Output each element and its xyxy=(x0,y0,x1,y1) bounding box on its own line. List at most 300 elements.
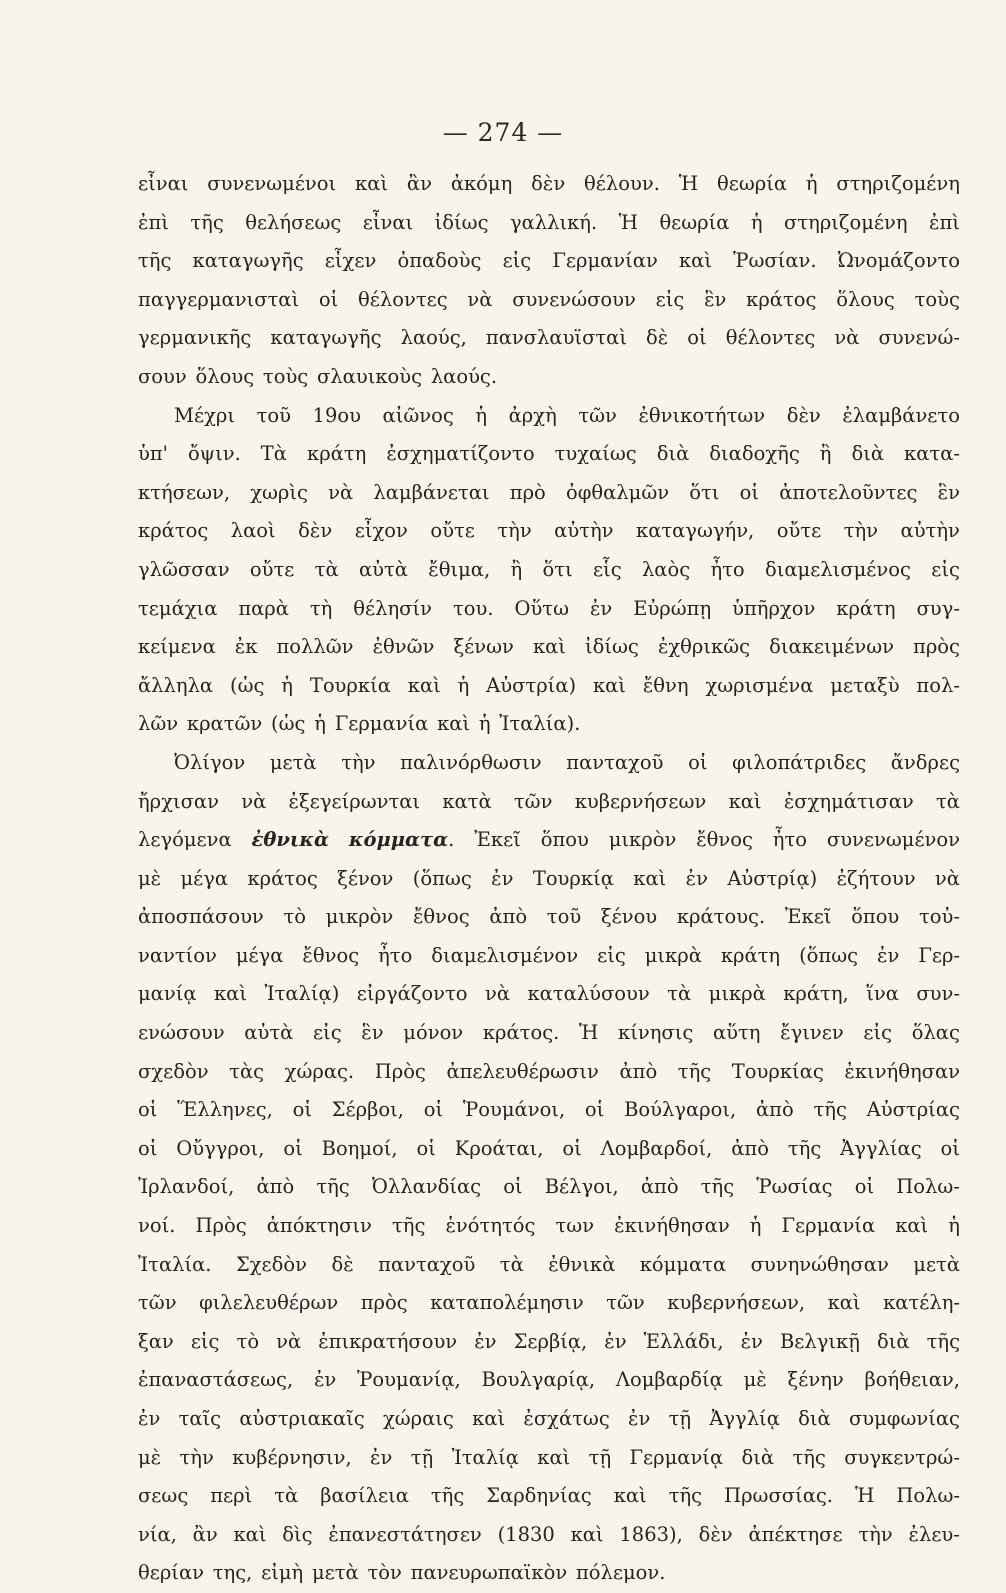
word: οἱ xyxy=(688,750,708,774)
word: ἀποσπάσουν xyxy=(138,905,264,929)
text-line xyxy=(138,1168,960,1207)
word: παγγερμανισταὶ xyxy=(138,287,300,311)
word: κράτος xyxy=(746,287,817,311)
word: Σερβίᾳ, xyxy=(513,1329,588,1353)
word: τὴν xyxy=(843,519,879,543)
word: λαούς. xyxy=(430,364,498,388)
word xyxy=(349,821,455,860)
word: μετὰ xyxy=(269,750,317,774)
text-line xyxy=(138,397,960,436)
word: θεωρία xyxy=(659,210,730,234)
word: ἡ xyxy=(749,1214,762,1238)
word: μὲ xyxy=(138,1445,162,1469)
text-line xyxy=(138,435,960,474)
word: τὴν xyxy=(341,750,376,774)
body-text xyxy=(138,165,960,1593)
word: οἱ xyxy=(739,480,760,504)
word: διαμελισμένος xyxy=(764,557,911,581)
word: Ὀλίγον xyxy=(174,750,246,774)
word: οἱ xyxy=(138,1136,158,1160)
word: εἰς xyxy=(502,249,532,273)
word: νὰ xyxy=(484,982,511,1006)
word: τῆς xyxy=(190,210,224,234)
word: Γερμανίᾳ xyxy=(629,1445,724,1469)
word: ἐκινήθησαν xyxy=(844,1059,960,1083)
word: σουν xyxy=(138,364,187,388)
word: ἐν xyxy=(370,1445,393,1469)
word: ἀπὸ xyxy=(756,1098,794,1122)
word: ἰδίως xyxy=(434,210,489,234)
word: περὶ xyxy=(210,1484,253,1508)
word: Ἑλλάδι, xyxy=(643,1329,724,1353)
word: ὑπῆρχον xyxy=(732,596,816,620)
word: στηριζομένη xyxy=(836,172,960,195)
word: κράτη xyxy=(307,442,367,466)
word: τῆς xyxy=(677,1059,712,1083)
word: ἄνδρες xyxy=(890,750,960,774)
word: κρατῶν xyxy=(186,712,263,736)
word: τὰ xyxy=(314,557,339,581)
word: σλαυικοὺς xyxy=(317,364,423,388)
word: γλῶσσαν xyxy=(138,557,230,581)
punctuation: . xyxy=(448,828,455,852)
word: θέλουν. xyxy=(584,172,660,195)
text-line xyxy=(138,1400,960,1439)
word: Πρὸς xyxy=(195,1214,247,1238)
word: διὰ xyxy=(851,442,885,466)
word: καταγωγῆς xyxy=(270,326,382,350)
word: ἐν xyxy=(589,596,613,620)
text-line xyxy=(138,512,960,551)
word: θέλησίν xyxy=(353,596,432,620)
word: μὲ xyxy=(138,866,162,890)
word: βοήθειαν, xyxy=(864,1368,960,1392)
word: οἱ xyxy=(562,1136,582,1160)
word: ἀπελευθέρωσιν xyxy=(446,1059,599,1083)
word: ἰδίως xyxy=(585,635,639,659)
word: εἰργάζοντο xyxy=(356,982,468,1006)
word: εἰς xyxy=(931,557,960,581)
word: τῆς xyxy=(792,1445,826,1469)
word: (ὡς xyxy=(271,712,306,736)
word: ἔγινεν xyxy=(780,1021,844,1045)
word: Γερμανία xyxy=(781,1214,876,1238)
word: δὲν xyxy=(298,519,333,543)
word: ἦτο xyxy=(710,557,745,581)
word: (ὅπως xyxy=(799,943,859,967)
word: μέγα xyxy=(180,866,229,890)
word: νία, xyxy=(138,1522,177,1546)
word: Λομβαρδοί, xyxy=(600,1136,713,1160)
word: Βοημοί, xyxy=(321,1136,398,1160)
word: Ἰρλανδοί, xyxy=(138,1175,235,1199)
word: οὔτε xyxy=(249,557,295,581)
word: ἐλευ- xyxy=(908,1522,960,1546)
word: αὐτὰ xyxy=(358,557,408,581)
word: τὴ xyxy=(309,596,333,620)
text-line xyxy=(138,860,960,899)
word: Λομβαρδίᾳ xyxy=(615,1368,723,1392)
word: Τουρκία xyxy=(309,673,391,697)
word: δὲ xyxy=(646,326,669,350)
word: συνενώσουν xyxy=(512,287,636,311)
word: ὑπ' xyxy=(138,442,169,466)
word: ἐκ xyxy=(234,635,258,659)
word: ἀποτελοῦντες xyxy=(779,480,918,504)
text-line xyxy=(138,898,960,937)
word: Ἡ xyxy=(678,172,699,195)
word: λαούς, xyxy=(400,326,467,350)
word: 1863), xyxy=(619,1522,683,1546)
word: ἀπόκτησιν xyxy=(266,1214,372,1238)
word: ἡ xyxy=(805,172,818,195)
word: συν- xyxy=(916,982,960,1006)
word: Ἡ xyxy=(578,1021,599,1045)
word: ὀπαδοὺς xyxy=(397,249,482,273)
word: ἡ xyxy=(750,210,763,234)
word: ἔθνος xyxy=(302,943,360,967)
word: νὰ xyxy=(328,480,354,504)
word: ἐκινήθησαν xyxy=(614,1214,730,1238)
word: Σαρδηνίας xyxy=(486,1484,592,1508)
word: αὕτη xyxy=(712,1021,761,1045)
word: μανίᾳ xyxy=(138,982,197,1006)
word: τῶν xyxy=(606,1291,645,1315)
word: μικρὸν xyxy=(325,905,394,929)
word: ἔθνος xyxy=(696,828,753,852)
word: ἐν xyxy=(491,866,514,890)
word: Ῥουμανίᾳ, xyxy=(357,1368,461,1392)
word: λαὸς xyxy=(641,557,691,581)
text-line xyxy=(138,165,960,204)
word: διὰ xyxy=(876,1329,910,1353)
word: ἐπὶ xyxy=(138,210,169,234)
text-line xyxy=(138,1477,960,1516)
word: ἐθνικοτήτων xyxy=(638,403,766,427)
word: Σέρβοι, xyxy=(331,1098,404,1122)
text-line xyxy=(138,319,960,358)
word: θερίαν xyxy=(138,1561,204,1585)
word: ἐξεγείρωνται xyxy=(288,789,421,813)
text-line xyxy=(138,1554,960,1593)
word: διὰ xyxy=(798,1407,831,1430)
word: συμφωνίας xyxy=(848,1407,960,1430)
word: ἀπὸ xyxy=(256,1175,295,1199)
word: ἡ xyxy=(475,403,488,427)
word: εἶναι xyxy=(362,210,414,234)
word: συγκεντρώ- xyxy=(844,1445,960,1469)
word: συγ- xyxy=(916,596,960,620)
word: διαμελισμένον xyxy=(431,943,579,967)
text-line xyxy=(138,281,960,320)
word: πολλῶν xyxy=(276,635,354,659)
word: ἦτο xyxy=(378,943,413,967)
word: εἰς xyxy=(655,287,685,311)
word: ἢ xyxy=(510,557,523,581)
word: τὸν xyxy=(367,1561,402,1585)
word: ἐν xyxy=(877,943,900,967)
word: θεωρία xyxy=(716,172,788,195)
word: πανσλαυϊσταὶ xyxy=(485,326,627,350)
word: οἱ xyxy=(283,1136,303,1160)
word: καὶ xyxy=(613,1484,647,1508)
word: κράτος xyxy=(247,866,318,890)
word: ἐν xyxy=(313,1368,337,1392)
text-line xyxy=(138,204,960,243)
word: καὶ xyxy=(827,1291,861,1315)
word: καταπολέμησιν xyxy=(430,1291,584,1315)
word: αὐτὰ xyxy=(244,1021,294,1045)
word: τὸ xyxy=(283,905,306,929)
word: Σχεδὸν xyxy=(235,1252,307,1276)
word: τὰ xyxy=(499,1252,524,1276)
word: αὐστριακαῖς xyxy=(239,1407,365,1430)
word: τὰ xyxy=(667,982,692,1006)
word: μετὰ xyxy=(311,1561,359,1585)
word: κίνησις xyxy=(618,1021,694,1045)
word: ἐζήτουν xyxy=(836,866,916,890)
word: του. xyxy=(452,596,494,620)
text-line xyxy=(138,1014,960,1053)
word: Αὐστρία) xyxy=(486,673,577,697)
text-line xyxy=(138,1439,960,1478)
word: τῆς xyxy=(316,1175,350,1199)
word: μεταξὺ xyxy=(830,673,900,697)
word: τῆς xyxy=(813,1098,847,1122)
word: πρὸς xyxy=(360,1291,408,1315)
text-line xyxy=(138,821,960,860)
word: ἡ xyxy=(314,712,326,736)
word: ἐν xyxy=(685,866,708,890)
word: κράτη, xyxy=(783,982,849,1006)
word: καὶ xyxy=(213,982,247,1006)
word: φιλοπάτριδες xyxy=(732,750,867,774)
word: χώραις xyxy=(382,1407,454,1430)
word: κατα- xyxy=(904,442,960,466)
text-line xyxy=(138,1130,960,1169)
word: κράτος xyxy=(138,519,209,543)
word: ἀπὸ xyxy=(640,1175,679,1199)
word: νὰ xyxy=(241,789,267,813)
word: (ὡς xyxy=(229,673,265,697)
word: μικρὰ xyxy=(644,943,702,967)
word: ἐλαμβάνετο xyxy=(842,403,960,427)
word: ξένων xyxy=(453,635,514,659)
word: αὐτὴν xyxy=(900,519,960,543)
word: κόμματα xyxy=(348,828,449,852)
word: εἰς xyxy=(312,1021,342,1045)
word: κατὰ xyxy=(442,789,492,813)
text-line xyxy=(138,975,960,1014)
word: ἀπὸ xyxy=(489,905,528,929)
word: Γερ- xyxy=(918,943,960,967)
word: χώρας. xyxy=(284,1059,355,1083)
word: τοὺς xyxy=(914,287,960,311)
word: θέλοντες xyxy=(358,287,448,311)
word: τὴν xyxy=(497,519,532,543)
word: τοῦ xyxy=(256,403,291,427)
word: πόλεμον. xyxy=(575,1561,666,1585)
word: Ἕλληνες, xyxy=(177,1098,273,1122)
word: ὀφθαλμῶν xyxy=(565,480,670,504)
word: οἱ xyxy=(940,1136,960,1160)
word: ἐν xyxy=(138,1407,161,1430)
word: πανευρωπαϊκὸν xyxy=(410,1561,568,1585)
word: οὔτε xyxy=(776,519,822,543)
word: Πολω- xyxy=(896,1484,960,1508)
word: πολ- xyxy=(916,673,960,697)
word: ναντίον xyxy=(138,943,217,967)
word: ἄλληλα xyxy=(138,673,214,697)
text-line xyxy=(138,1284,960,1323)
word: εἶχον xyxy=(354,519,408,543)
word: Ἰταλίᾳ) xyxy=(264,982,340,1006)
word: ξένον xyxy=(337,866,394,890)
word: λαμβάνεται xyxy=(373,480,490,504)
word: ἐν xyxy=(604,1329,627,1353)
word: ἐν xyxy=(740,1329,763,1353)
word: εἰς xyxy=(863,1021,893,1045)
word: καὶ xyxy=(592,673,626,697)
word: πανταχοῦ xyxy=(378,1252,476,1276)
word: ἓν xyxy=(361,1021,384,1045)
word: ἤρχισαν xyxy=(138,789,219,813)
word: δὲν xyxy=(786,403,821,427)
word: καταγωγῆς xyxy=(192,249,304,273)
word: παλινόρθωσιν xyxy=(400,750,542,774)
word: κτήσεων, xyxy=(138,480,231,504)
word: ὅπου xyxy=(540,828,589,852)
word: ἐπικρατήσουν xyxy=(318,1329,458,1353)
word: λῶν xyxy=(138,712,179,736)
word: (ὅπως xyxy=(412,866,472,890)
text-line xyxy=(138,628,960,667)
word: καὶ xyxy=(472,1407,506,1430)
word: Ὀλλανδίας xyxy=(371,1175,482,1199)
word: Γερμανία xyxy=(334,712,429,736)
word: τὰ xyxy=(936,789,960,813)
text-line xyxy=(138,590,960,629)
word: ἢ xyxy=(819,442,832,466)
word: των xyxy=(555,1214,595,1238)
text-line xyxy=(138,474,960,513)
text-line xyxy=(138,1361,960,1400)
word: κείμενα xyxy=(138,635,216,659)
text-line xyxy=(138,1323,960,1362)
word: Ἐκεῖ xyxy=(474,828,521,852)
word: καὶ xyxy=(895,1214,929,1238)
word: τοὐ- xyxy=(918,905,960,929)
word: ἓν xyxy=(937,480,960,504)
text-line xyxy=(138,937,960,976)
word: ὅτι xyxy=(542,557,573,581)
text-line xyxy=(138,1516,960,1555)
word: ἂν xyxy=(192,1522,218,1546)
word: Κροάται, xyxy=(454,1136,544,1160)
word: αὐτὴν xyxy=(554,519,614,543)
word: εἶναι xyxy=(138,172,189,195)
word: ξένην xyxy=(787,1368,844,1392)
word: βασίλεια xyxy=(320,1484,409,1508)
word: της, xyxy=(212,1561,253,1585)
word: χωρισμένα xyxy=(705,673,814,697)
word: μόνον xyxy=(403,1021,464,1045)
word: Ἡ xyxy=(855,1484,875,1508)
text-line xyxy=(138,1091,960,1130)
word: Αὐστρίᾳ) xyxy=(727,866,818,890)
text-line xyxy=(138,783,960,822)
word: ἐπὶ xyxy=(928,210,960,234)
word: τῶν xyxy=(138,1291,177,1315)
word: λεγόμενα xyxy=(138,828,232,852)
word: ἡ xyxy=(457,673,470,697)
word: οἱ xyxy=(318,287,339,311)
word: καὶ xyxy=(570,1522,604,1546)
word: τοῦ xyxy=(546,905,582,929)
word: καὶ xyxy=(537,1445,571,1469)
word: εἷς xyxy=(592,557,622,581)
text-line xyxy=(138,242,960,281)
word: νὰ xyxy=(276,1329,302,1353)
word: ἔθνος xyxy=(412,905,470,929)
word: Εὐρώπῃ xyxy=(633,596,712,620)
word: εἰς xyxy=(597,943,626,967)
word: Τὰ xyxy=(260,442,287,466)
word: οἱ xyxy=(584,1098,605,1122)
word: οἱ xyxy=(292,1098,312,1122)
word: τῆς xyxy=(391,1214,426,1238)
word: τὰ xyxy=(274,1484,299,1508)
word: Οὔγγροι, xyxy=(176,1136,265,1160)
word: τὰς xyxy=(229,1059,265,1083)
word: κράτους. xyxy=(676,905,766,929)
word: Ἡ xyxy=(618,210,638,234)
word: τῇ xyxy=(588,1445,612,1469)
word: οὔτε xyxy=(430,519,475,543)
word: τῶν xyxy=(513,789,553,813)
word: εἰμὴ xyxy=(261,1561,304,1585)
word: διὰ xyxy=(741,1445,775,1469)
word: Πρωσσίας. xyxy=(724,1484,834,1508)
word: ἔθνη xyxy=(642,673,689,697)
word: διαδοχῆς xyxy=(709,442,800,466)
word: καὶ xyxy=(437,712,471,736)
word: στηριζομένη xyxy=(784,210,908,234)
word: κατέλη- xyxy=(883,1291,960,1315)
word: ἐν xyxy=(474,1329,497,1353)
word: γαλλική. xyxy=(509,210,598,234)
word: ἀρχὴ xyxy=(508,403,557,427)
word: ἦτο xyxy=(772,828,808,852)
word: μὲ xyxy=(743,1368,767,1392)
word: πρὸ xyxy=(509,480,546,504)
word: μέγα xyxy=(235,943,284,967)
word: Ἀγγλίας xyxy=(840,1136,922,1160)
word: τῆς xyxy=(926,1329,960,1353)
word: τυχαίως xyxy=(554,442,637,466)
word: ἡ xyxy=(948,1214,960,1238)
word: (1830 xyxy=(497,1522,555,1546)
word: ἐπαναστάσεως, xyxy=(138,1368,294,1392)
word: τῆς xyxy=(430,1484,465,1508)
word: ἀπὸ xyxy=(731,1136,769,1160)
word: ὅλους xyxy=(836,287,895,311)
word: ἓν xyxy=(704,287,727,311)
text-line xyxy=(138,705,960,744)
word: Αὐστρίας xyxy=(866,1098,960,1122)
text-line xyxy=(138,551,960,590)
word: διὰ xyxy=(656,442,690,466)
